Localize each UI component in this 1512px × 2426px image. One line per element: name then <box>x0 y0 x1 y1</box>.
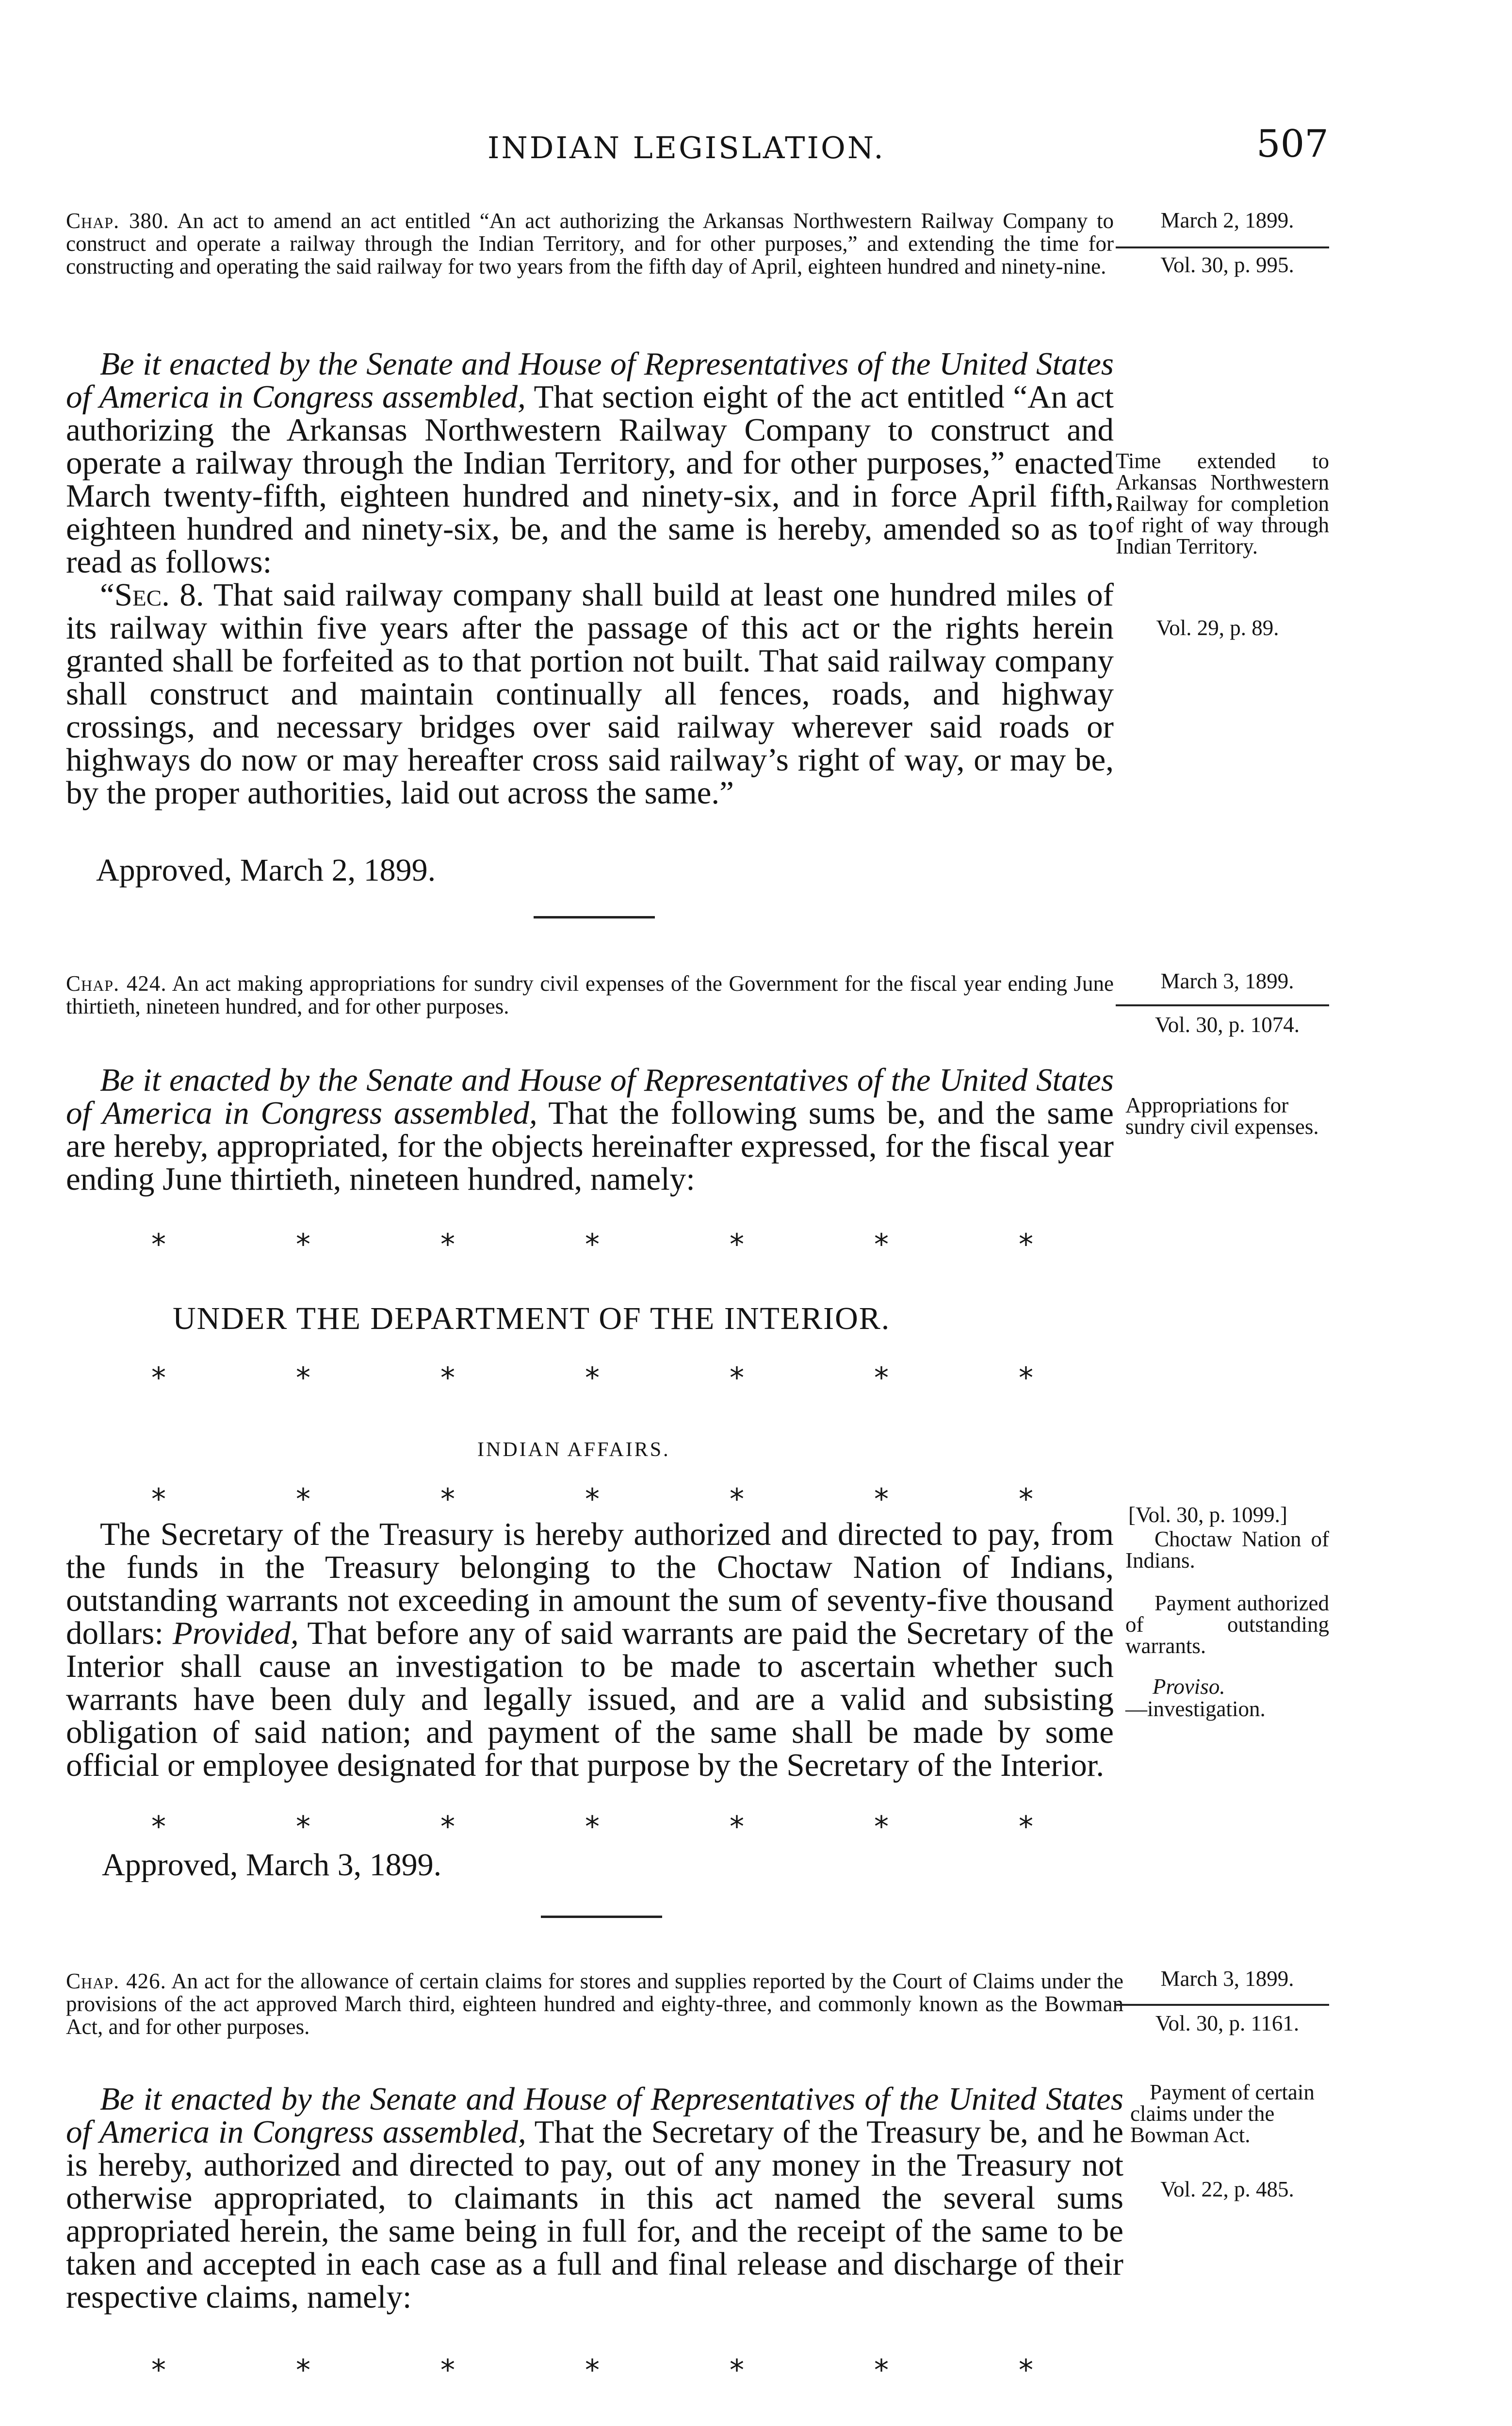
star: * <box>296 2353 310 2387</box>
chap-424-enacting-clause <box>66 1064 1114 1196</box>
star: * <box>585 1482 600 1516</box>
star: * <box>1019 2353 1033 2387</box>
star: * <box>151 1228 166 1262</box>
chap-424-margin-vol: Vol. 30, p. 1074. <box>1155 1013 1300 1037</box>
warrants-text: The Secretary of the Treasury is hereby authorized and directed to pay, from the funds in the Treasury belonging to the Choctaw Nation of Indians, outstanding warrants not exceeding in amount the sum of seventy-five thousand dollars: <box>66 1516 1114 1651</box>
chap-424-label: Chap. 424. <box>66 971 167 996</box>
star: * <box>1019 1228 1033 1262</box>
star: * <box>440 1482 455 1516</box>
section-divider-2 <box>541 1916 662 1918</box>
star: * <box>440 1228 455 1262</box>
chap-424-margin-date: March 3, 1899. <box>1160 969 1294 993</box>
chap-426-margin-vol: Vol. 30, p. 1161. <box>1155 2011 1300 2035</box>
star: * <box>151 1482 166 1516</box>
chap-426-label: Chap. 426. <box>66 1969 166 1993</box>
section-label: Sec. 8. <box>114 577 204 613</box>
star: * <box>440 1361 455 1395</box>
chap-424-margin-payment: Payment authorized of outstanding warrants. <box>1125 1591 1329 1658</box>
choctaw-warrants-paragraph <box>66 1518 1114 1782</box>
star: * <box>585 1361 600 1395</box>
star: * <box>296 1228 310 1262</box>
chap-424-margin-rule <box>1116 1004 1329 1006</box>
chap-380-margin-vol: Vol. 30, p. 995. <box>1160 253 1294 277</box>
chap-380-margin-ref: Vol. 29, p. 89. <box>1156 616 1279 640</box>
open-quote: “ <box>100 577 114 613</box>
chap-424-margin-choctaw: Choctaw Nation of Indians. <box>1125 1527 1329 1573</box>
chap-426-margin-note: Payment of certain claims under the Bowman Act. <box>1130 2080 1315 2147</box>
warrants-text-rest: That before any of said warrants are paid the Secretary of the Interior shall cause an investigation to be made to ascertain whether such warrants have been duly and legally issued, and are a valid and subsisting obligation of said nation; and payment of the same shall be made by some official or employee designated for that purpose by the Secretary of the Interior. <box>66 1615 1114 1783</box>
chap-426-margin-rule <box>1116 2004 1329 2006</box>
chap-380-margin-note: Time extended to Arkansas Northwestern Railway for completion of right of way through Indian Territory. <box>1116 449 1329 558</box>
star: * <box>730 1482 744 1516</box>
enacting-text: That the following sums be, and the same are hereby, appropriated, for the objects hereinafter expressed, for the fiscal year ending June thirtieth, nineteen hundred, namely: <box>66 1095 1114 1197</box>
chap-424-title <box>66 972 1114 1018</box>
star: * <box>151 2353 166 2387</box>
star: * <box>440 1810 455 1844</box>
section-text: That said railway company shall build at least one hundred miles of its railway within five years after the passage of this act or the rights herein granted shall be forfeited as to that portion not built. That said railway company shall construct and maintain continually all fences, roads, and highway crossings, and necessary bridges over said railway wherever said roads or highways do now or may hereafter cross said railway’s right of way, or may be, by the proper authorities, laid out across the same.” <box>66 577 1114 811</box>
ellipsis-stars-1 <box>0 1228 1512 1262</box>
star: * <box>1019 1482 1033 1516</box>
enacting-formula: Be it enacted by the Senate and House of Representatives of the United States of America in Congress assembled, <box>66 346 1114 415</box>
star: * <box>730 2353 744 2387</box>
star: * <box>874 1482 889 1516</box>
star: * <box>296 1482 310 1516</box>
chap-380-body <box>66 347 1114 809</box>
star: * <box>585 2353 600 2387</box>
star: * <box>1019 1810 1033 1844</box>
chap-380-enacting-clause <box>66 347 1114 578</box>
star: * <box>151 1361 166 1395</box>
star: * <box>874 2353 889 2387</box>
star: * <box>730 1810 744 1844</box>
indian-affairs-subheading: INDIAN AFFAIRS. <box>477 1439 670 1461</box>
chap-424-margin-proviso: Proviso. <box>1153 1674 1225 1699</box>
chap-424-title-text: An act making appropriations for sundry civil expenses of the Government for the fiscal year ending June thirtieth, nineteen hundred, and for other purposes. <box>66 971 1114 1018</box>
chap-380-title <box>66 210 1114 278</box>
chap-380-approved: Approved, March 2, 1899. <box>96 852 436 888</box>
chap-380-title-text: An act to amend an act entitled “An act authorizing the Arkansas Northwestern Railway Company to construct and operate a railway through the Indian Territory, and for other purposes,” and extending the time for constructing and operating the said railway for two years from the fifth day of April, eighteen hundred and ninety-nine. <box>66 209 1114 279</box>
star: * <box>440 2353 455 2387</box>
chap-426-title-text: An act for the allowance of certain claims for stores and supplies reported by the Court of Claims under the provisions of the act approved March third, eighteen hundred and eighty-three, and commonly known as the Bowman Act, and for other purposes. <box>66 1969 1123 2039</box>
enacting-formula: Be it enacted by the Senate and House of Representatives of the United States of America in Congress assembled, <box>66 2081 1123 2150</box>
chap-380-label: Chap. 380. <box>66 209 169 233</box>
star: * <box>730 1361 744 1395</box>
ellipsis-stars-4 <box>0 1810 1512 1844</box>
chap-426-margin-ref: Vol. 22, p. 485. <box>1160 2177 1294 2201</box>
enacting-text: That the Secretary of the Treasury be, and he is hereby, authorized and directed to pay, out of any money in the Treasury not otherwise appropriated, to claimants in this act named the several sums appropriated herein, the same being in full for, and the receipt of the same to be taken and accepted in each case as a full and final release and discharge of their respective claims, namely: <box>66 2114 1123 2315</box>
star: * <box>151 1810 166 1844</box>
proviso-word: Provided, <box>172 1615 299 1651</box>
ellipsis-stars-5 <box>0 2353 1512 2387</box>
chap-424-approved: Approved, March 3, 1899. <box>102 1847 442 1883</box>
star: * <box>730 1228 744 1262</box>
star: * <box>874 1810 889 1844</box>
running-header-title: INDIAN LEGISLATION. <box>488 130 885 165</box>
enacting-formula: Be it enacted by the Senate and House of Representatives of the United States of America in Congress assembled, <box>66 1062 1114 1131</box>
star: * <box>1019 1361 1033 1395</box>
page-number: 507 <box>1256 122 1329 166</box>
chap-424-margin-investigation: —investigation. <box>1125 1697 1266 1721</box>
section-divider-1 <box>534 916 655 918</box>
ellipsis-stars-2 <box>0 1361 1512 1395</box>
chap-426-enacting-clause <box>66 2082 1123 2313</box>
chap-424-margin-note: Appropriations for sundry civil expenses. <box>1125 1093 1319 1139</box>
chap-426-title <box>66 1970 1123 2038</box>
enacting-text: That section eight of the act entitled “An act authorizing the Arkansas Northwestern Railway Company to construct and operate a railway through the Indian Territory, and for other purposes,” enacted March twenty-fifth, eighteen hundred and ninety-six, and in force April fifth, eighteen hundred and ninety-six, be, and the same is hereby, amended so as to read as follows: <box>66 379 1114 580</box>
star: * <box>296 1361 310 1395</box>
chap-426-margin-date: March 3, 1899. <box>1160 1967 1294 1991</box>
star: * <box>296 1810 310 1844</box>
star: * <box>874 1361 889 1395</box>
star: * <box>585 1228 600 1262</box>
chap-380-section-8 <box>66 578 1114 809</box>
chap-380-margin-date: March 2, 1899. <box>1160 208 1294 232</box>
chap-424-margin-vol-ref: [Vol. 30, p. 1099.] <box>1128 1503 1287 1527</box>
star: * <box>585 1810 600 1844</box>
chap-380-margin-rule <box>1116 246 1329 248</box>
star: * <box>874 1228 889 1262</box>
department-heading: UNDER THE DEPARTMENT OF THE INTERIOR. <box>173 1301 891 1336</box>
